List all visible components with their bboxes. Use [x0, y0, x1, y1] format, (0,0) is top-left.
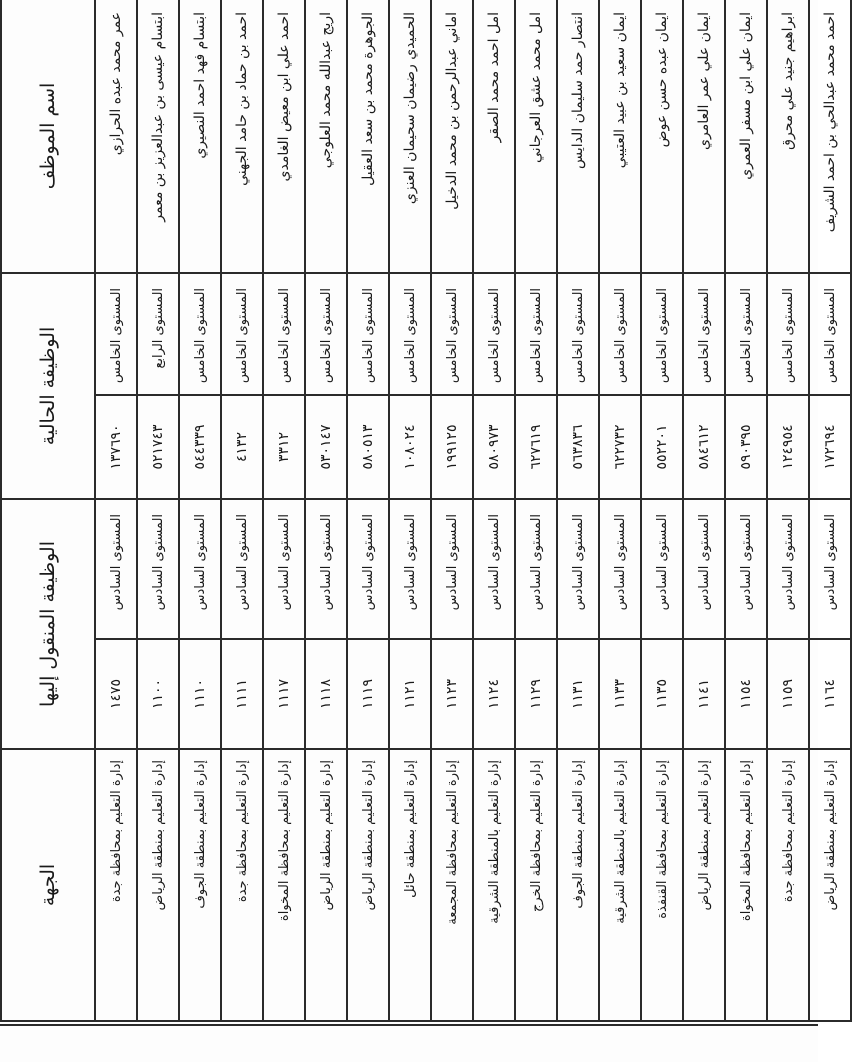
employee-name-cell: ابتسام فهد احمد النصيري	[179, 0, 221, 273]
current-level-cell: المستوى الخامس	[305, 273, 347, 395]
table-row	[641, 0, 683, 1021]
current-level-cell: المستوى الخامس	[179, 273, 221, 395]
new-level-cell: المستوى السادس	[137, 499, 179, 639]
current-level-cell: المستوى الخامس	[683, 273, 725, 395]
table-row	[221, 0, 263, 1021]
employee-name-cell: ايمان علي عمر العامري	[683, 0, 725, 273]
new-code-cell: ١١١٩	[347, 639, 389, 749]
entity-cell: إدارة التعليم بالمنطقة الشرقية	[473, 749, 515, 1021]
new-code-cell: ١٤٧٥	[95, 639, 137, 749]
current-level-cell: المستوى الخامس	[473, 273, 515, 395]
employee-name-cell: اريج عبدالله محمد العلوجي	[305, 0, 347, 273]
entity-cell: إدارة التعليم بمنطقة الرياض	[809, 749, 851, 1021]
table-row	[347, 0, 389, 1021]
table-row	[389, 0, 431, 1021]
current-level-cell: المستوى الخامس	[95, 273, 137, 395]
current-number-cell: ٤١٣٢	[221, 395, 263, 499]
new-level-cell: المستوى السادس	[641, 499, 683, 639]
table-row	[305, 0, 347, 1021]
current-number-cell: ٦٢٧٦١٩	[515, 395, 557, 499]
current-number-cell: ٥٦٣٨٣٦	[557, 395, 599, 499]
current-level-cell: المستوى الخامس	[809, 273, 851, 395]
current-number-cell: ١٩٩١٢٥	[431, 395, 473, 499]
table-body	[95, 0, 851, 1021]
new-code-cell: ١١٢٩	[515, 639, 557, 749]
new-code-cell: ١١٣٣	[599, 639, 641, 749]
employee-name-cell: ابتسام عيسى بن عبدالعزيز بن معمر	[137, 0, 179, 273]
header-entity: الجهة	[1, 749, 95, 1021]
employee-name-cell: احمد محمد عبدالحي بن احمد الشريف	[809, 0, 851, 273]
current-level-cell: المستوى الخامس	[767, 273, 809, 395]
current-level-cell: المستوى الخامس	[431, 273, 473, 395]
current-level-cell: المستوى الرابع	[137, 273, 179, 395]
entity-cell: إدارة التعليم بمنطقة الرياض	[683, 749, 725, 1021]
current-number-cell: ٥٩٠٣٩٥	[725, 395, 767, 499]
new-code-cell: ١١١٨	[305, 639, 347, 749]
current-level-cell: المستوى الخامس	[389, 273, 431, 395]
new-code-cell: ١١٢٣	[431, 639, 473, 749]
entity-cell: إدارة التعليم بمنطقة الجوف	[179, 749, 221, 1021]
table-row	[179, 0, 221, 1021]
current-level-cell: المستوى الخامس	[263, 273, 305, 395]
entity-cell: إدارة التعليم بمنطقة الرياض	[137, 749, 179, 1021]
employee-name-cell: عمر محمد عبده الحرازي	[95, 0, 137, 273]
new-level-cell: المستوى السادس	[263, 499, 305, 639]
new-level-cell: المستوى السادس	[767, 499, 809, 639]
entity-cell: إدارة التعليم بمحافظة المخواة	[725, 749, 767, 1021]
page-edge-line	[0, 1024, 818, 1026]
new-level-cell: المستوى السادس	[683, 499, 725, 639]
table-row	[137, 0, 179, 1021]
new-code-cell: ١١٢١	[389, 639, 431, 749]
entity-cell: إدارة التعليم بمنطقة الرياض	[305, 749, 347, 1021]
new-code-cell: ١١٦٤	[809, 639, 851, 749]
employee-name-cell: ايمان عبده حسن عوض	[641, 0, 683, 273]
new-code-cell: ١١٤١	[683, 639, 725, 749]
new-level-cell: المستوى السادس	[809, 499, 851, 639]
entity-cell: إدارة التعليم بمحافظة جدة	[767, 749, 809, 1021]
current-level-cell: المستوى الخامس	[557, 273, 599, 395]
entity-cell: إدارة التعليم بمحافظة الخرج	[515, 749, 557, 1021]
new-level-cell: المستوى السادس	[515, 499, 557, 639]
header-row	[1, 0, 95, 1021]
entity-cell: إدارة التعليم بمنطقة الجوف	[557, 749, 599, 1021]
entity-cell: إدارة التعليم بمنطقة الرياض	[347, 749, 389, 1021]
current-number-cell: ٥٢١٧٤٣	[137, 395, 179, 499]
current-level-cell: المستوى الخامس	[515, 273, 557, 395]
table-row	[263, 0, 305, 1021]
entity-cell: إدارة التعليم بمحافظة القنفذة	[641, 749, 683, 1021]
entity-cell: إدارة التعليم بمحافظة جدة	[95, 749, 137, 1021]
entity-cell: إدارة التعليم بمحافظة جدة	[221, 749, 263, 1021]
current-number-cell: ٥٨٠٥١٣	[347, 395, 389, 499]
current-level-cell: المستوى الخامس	[221, 273, 263, 395]
current-level-cell: المستوى الخامس	[725, 273, 767, 395]
new-level-cell: المستوى السادس	[221, 499, 263, 639]
current-number-cell: ٣٣١٢	[263, 395, 305, 499]
current-number-cell: ٥٨٤٦١٢	[683, 395, 725, 499]
table-row	[95, 0, 137, 1021]
current-number-cell: ٥٨٠٩٧٣	[473, 395, 515, 499]
new-level-cell: المستوى السادس	[725, 499, 767, 639]
current-number-cell: ٥٣٠١٤٧	[305, 395, 347, 499]
current-level-cell: المستوى الخامس	[347, 273, 389, 395]
new-code-cell: ١١٥٩	[767, 639, 809, 749]
entity-cell: إدارة التعليم بمحافظة المخواة	[263, 749, 305, 1021]
table-row	[557, 0, 599, 1021]
new-level-cell: المستوى السادس	[599, 499, 641, 639]
new-level-cell: المستوى السادس	[389, 499, 431, 639]
current-number-cell: ١٠٨٠٢٤	[389, 395, 431, 499]
current-number-cell: ١٢٤٩٥٤	[767, 395, 809, 499]
table-row	[809, 0, 851, 1021]
new-code-cell: ١١١٠	[179, 639, 221, 749]
entity-cell: إدارة التعليم بمحافظة المجمعة	[431, 749, 473, 1021]
new-code-cell: ١١١١	[221, 639, 263, 749]
employee-name-cell: امل احمد محمد الصقر	[473, 0, 515, 273]
header-employee-name: اسم الموظف	[1, 0, 95, 273]
current-level-cell: المستوى الخامس	[641, 273, 683, 395]
current-number-cell: ٥٤٤٣٣٩	[179, 395, 221, 499]
table-row	[431, 0, 473, 1021]
new-code-cell: ١١٣٥	[641, 639, 683, 749]
employee-name-cell: احمد علي ابن معيض الغامدي	[263, 0, 305, 273]
header-current-job: الوظيفة الحالية	[1, 273, 95, 499]
entity-cell: إدارة التعليم بالمنطقة الشرقية	[599, 749, 641, 1021]
employee-name-cell: الحميدي رضيمان سحيمان العنزي	[389, 0, 431, 273]
table-row	[725, 0, 767, 1021]
new-level-cell: المستوى السادس	[95, 499, 137, 639]
new-level-cell: المستوى السادس	[557, 499, 599, 639]
table-row	[683, 0, 725, 1021]
employee-name-cell: ايمان علي ابن مسفر العمري	[725, 0, 767, 273]
new-code-cell: ١١٣١	[557, 639, 599, 749]
employee-name-cell: ايمان سعيد بن عبيد العتيبي	[599, 0, 641, 273]
table-row	[767, 0, 809, 1021]
new-level-cell: المستوى السادس	[305, 499, 347, 639]
employee-name-cell: الجوهرة محمد بن سعد العقيل	[347, 0, 389, 273]
new-level-cell: المستوى السادس	[179, 499, 221, 639]
new-level-cell: المستوى السادس	[431, 499, 473, 639]
current-number-cell: ٦٢٢٧٣٢	[599, 395, 641, 499]
current-level-cell: المستوى الخامس	[599, 273, 641, 395]
employee-name-cell: ابراهيم جنيد علي محرق	[767, 0, 809, 273]
employee-name-cell: امل محمد عشق العرجاني	[515, 0, 557, 273]
new-code-cell: ١١٢٤	[473, 639, 515, 749]
employee-name-cell: احمد بن حماد بن حامد الجهني	[221, 0, 263, 273]
current-number-cell: ٥٥٢٢٠١	[641, 395, 683, 499]
table-row	[515, 0, 557, 1021]
current-number-cell: ١٧٢٦٩٤	[809, 395, 851, 499]
current-number-cell: ١٣٧٦٩٠	[95, 395, 137, 499]
table-row	[473, 0, 515, 1021]
new-code-cell: ١١٥٤	[725, 639, 767, 749]
new-code-cell: ١١١٧	[263, 639, 305, 749]
header-new-job: الوظيفة المنقول إليها	[1, 499, 95, 749]
new-level-cell: المستوى السادس	[347, 499, 389, 639]
new-level-cell: المستوى السادس	[473, 499, 515, 639]
employee-name-cell: انتصار حمد سليمان الدايس	[557, 0, 599, 273]
employee-name-cell: اماني عبدالرحمن بن محمد الدخيل	[431, 0, 473, 273]
entity-cell: إدارة التعليم بمنطقة حائل	[389, 749, 431, 1021]
new-code-cell: ١١٠٠	[137, 639, 179, 749]
table-row	[599, 0, 641, 1021]
